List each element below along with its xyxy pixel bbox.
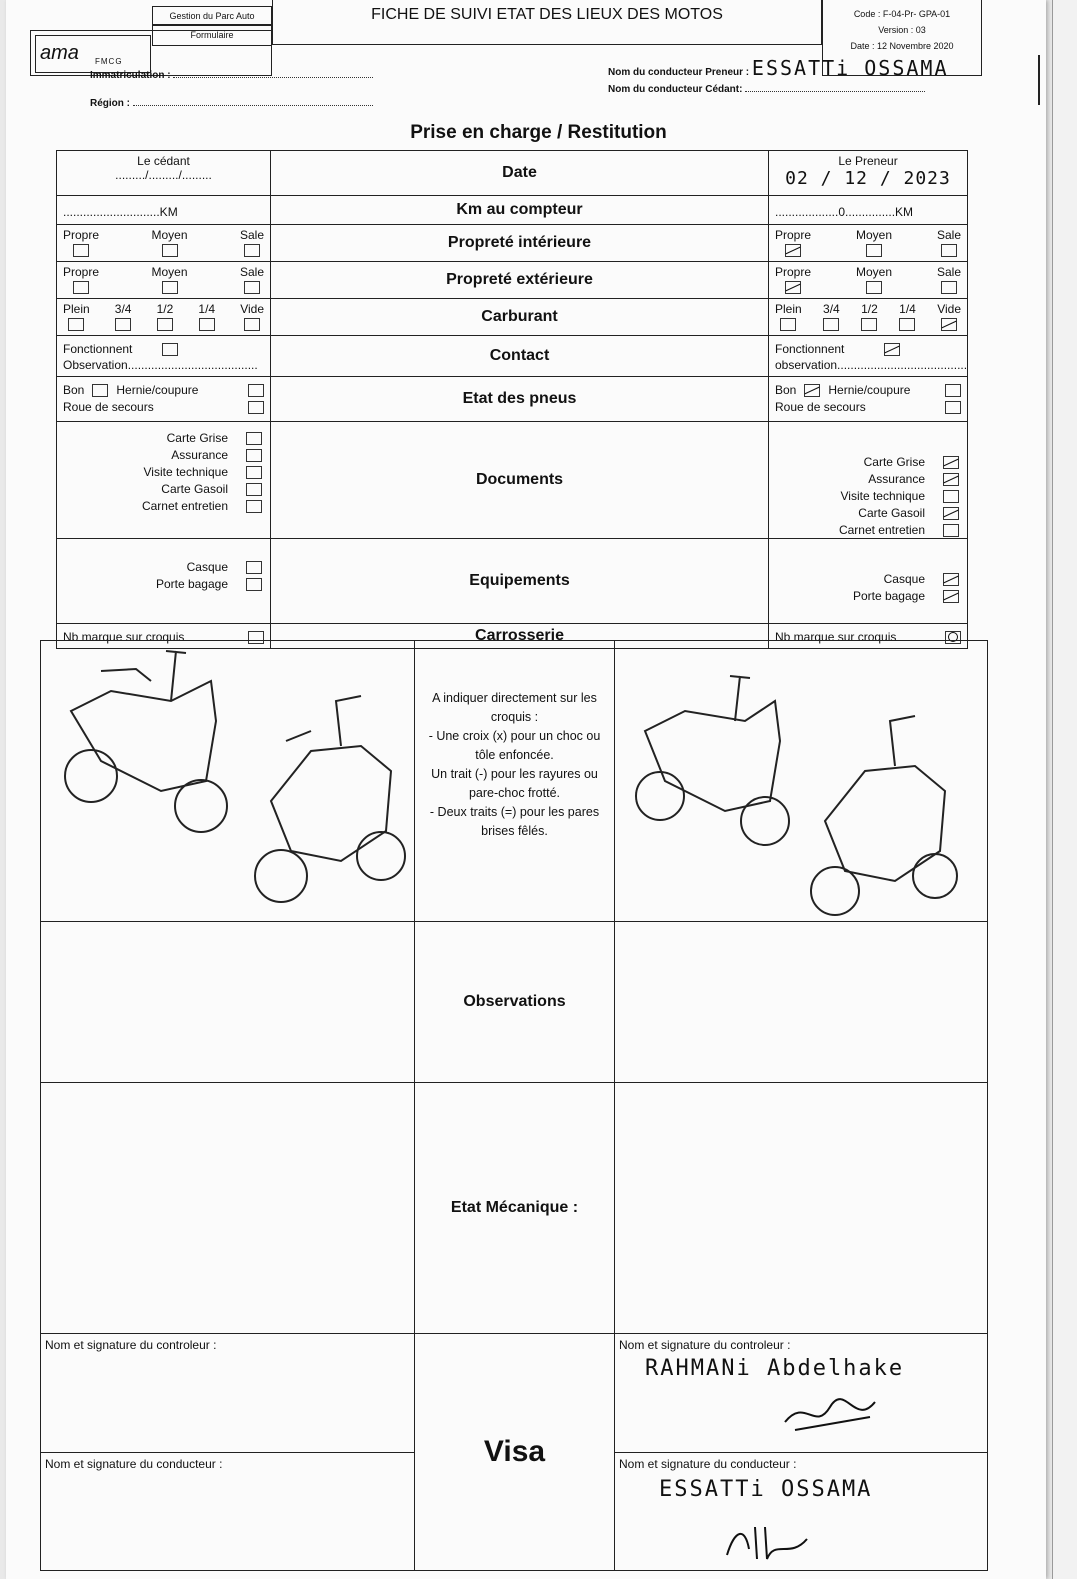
signature-label: Nom et signature du controleur : <box>619 1338 791 1352</box>
signature-label: Nom et signature du conducteur : <box>45 1457 223 1471</box>
controleur-handwritten-name: RAHMANi Abdelhake <box>645 1356 905 1381</box>
document-item[interactable] <box>97 481 262 496</box>
checkbox[interactable] <box>899 318 915 331</box>
option-label: Nb marque sur croquis <box>775 629 897 644</box>
controleur-signature-right[interactable] <box>615 1334 987 1453</box>
option-moyen[interactable] <box>856 265 892 294</box>
km-label: Km au compteur <box>271 196 769 224</box>
option-label: Moyen <box>855 265 893 279</box>
page-bracket <box>1032 55 1040 105</box>
preneur-date: 02 / 12 / 2023 <box>785 168 951 189</box>
document-item[interactable] <box>97 498 262 513</box>
document-title: FICHE DE SUIVI ETAT DES LIEUX DES MOTOS <box>371 6 723 23</box>
preneur-documents-cell <box>769 422 967 538</box>
option-label: Roue de secours <box>775 399 866 414</box>
option-label: Moyen <box>151 228 188 242</box>
preneur-pneus-cell <box>769 377 967 421</box>
immatriculation-field[interactable] <box>90 70 373 81</box>
table-row <box>57 262 967 299</box>
option-label: Plein <box>63 302 90 316</box>
option-label: 3/4 <box>114 302 132 316</box>
signatures-row <box>41 1334 987 1570</box>
document-date: Date : 12 Novembre 2020 <box>850 41 954 51</box>
checkbox[interactable] <box>73 281 89 294</box>
scooter-sketch-icon <box>41 641 413 919</box>
conducteur-signature-icon <box>715 1519 815 1565</box>
checkbox[interactable] <box>162 244 178 257</box>
document-item[interactable] <box>809 505 959 520</box>
preneur-title: Le Preneur <box>838 154 898 168</box>
checkbox[interactable] <box>866 244 882 257</box>
option-label: Moyen <box>151 265 188 279</box>
checkbox[interactable] <box>244 318 260 331</box>
preneur-observation[interactable]: observation....................................... <box>775 358 968 372</box>
option-label: Carnet entretien <box>838 522 925 537</box>
region-field[interactable] <box>90 98 373 109</box>
option-label: Roue de secours <box>63 399 154 414</box>
document-version: Version : 03 <box>878 25 926 35</box>
option-label: Carte Grise <box>863 454 925 469</box>
document-item[interactable] <box>809 488 959 503</box>
checkbox[interactable] <box>68 318 84 331</box>
immatriculation-label: Immatriculation : <box>90 70 171 81</box>
document-item[interactable] <box>809 454 959 469</box>
option-sale[interactable] <box>240 228 264 257</box>
instruction-line: - Deux traits (=) pour les pares brises fêlés. <box>429 805 600 838</box>
cedant-label: Nom du conducteur Cédant: <box>608 84 743 95</box>
cedant-km: .............................KM <box>63 205 178 219</box>
region-label: Région : <box>90 98 130 109</box>
fuel-option[interactable] <box>937 302 961 331</box>
option-label: Propre <box>63 265 100 279</box>
conducteur-signature-left[interactable] <box>41 1453 414 1570</box>
cedant-date-cell[interactable] <box>57 151 271 195</box>
carrosserie-label: Carrosserie <box>271 624 769 648</box>
checkbox[interactable] <box>246 500 262 513</box>
checkbox[interactable] <box>246 578 262 591</box>
checkbox[interactable] <box>246 432 262 445</box>
title-frame <box>272 0 822 45</box>
checkbox-checked[interactable] <box>943 590 959 603</box>
cedant-pneus-cell <box>57 377 271 421</box>
instruction-line: - Une croix (x) pour un choc ou tôle enfoncée. <box>428 729 601 762</box>
signature-label: Nom et signature du conducteur : <box>619 1457 797 1471</box>
fonctionnement-option[interactable] <box>775 341 961 356</box>
cedant-field[interactable] <box>608 84 925 95</box>
table-row <box>57 336 967 377</box>
option-moyen[interactable] <box>151 265 187 294</box>
preneur-label: Nom du conducteur Preneur : <box>608 67 750 78</box>
checkbox[interactable] <box>162 343 178 356</box>
option-label: 1/2 <box>861 302 878 316</box>
document-code: Code : F-04-Pr- GPA-01 <box>853 9 951 19</box>
signature-label: Nom et signature du controleur : <box>45 1338 217 1352</box>
checkbox[interactable] <box>162 281 178 294</box>
checkbox[interactable] <box>246 449 262 462</box>
option-label: Fonctionnent <box>775 341 845 356</box>
instructions-cell <box>415 641 615 921</box>
option-label: Sale <box>936 265 961 279</box>
option-propre[interactable] <box>775 228 811 257</box>
option-label: 3/4 <box>823 302 840 316</box>
option-label: Sale <box>239 265 264 279</box>
cedant-mecanique-cell[interactable] <box>41 1083 415 1333</box>
sketch-row <box>41 641 987 922</box>
prop-int-label: Propreté intérieure <box>271 225 769 261</box>
checkbox[interactable] <box>941 281 957 294</box>
checkbox[interactable] <box>823 318 839 331</box>
fuel-option[interactable] <box>899 302 916 331</box>
option-sale[interactable] <box>937 265 961 294</box>
checkbox[interactable] <box>861 318 877 331</box>
checkbox[interactable] <box>941 244 957 257</box>
preneur-name: ESSATTi OSSAMA <box>751 56 949 80</box>
checkbox[interactable] <box>943 524 959 537</box>
option-label: Sale <box>936 228 961 242</box>
checkbox[interactable] <box>248 384 264 397</box>
documents-label: Documents <box>271 422 769 538</box>
date-label: Date <box>271 151 769 195</box>
checkbox[interactable] <box>246 561 262 574</box>
preneur-observations-cell[interactable] <box>615 922 987 1082</box>
fonctionnement-option[interactable] <box>63 341 264 356</box>
checkbox-checked[interactable] <box>884 343 900 356</box>
equipment-item[interactable] <box>97 576 262 591</box>
cedant-equipements-cell <box>57 539 271 623</box>
option-label: 1/4 <box>899 302 916 316</box>
checkbox-checked[interactable] <box>943 456 959 469</box>
option-label: 1/2 <box>156 302 174 316</box>
lower-grid <box>40 640 988 1571</box>
checkbox[interactable] <box>945 384 961 397</box>
option-label: Vide <box>937 302 961 316</box>
cedant-sketch-cell[interactable] <box>41 641 415 921</box>
fuel-option[interactable] <box>198 302 215 331</box>
preneur-field[interactable] <box>608 56 948 80</box>
checkbox-checked[interactable] <box>785 281 801 294</box>
conducteur-handwritten-name: ESSATTi OSSAMA <box>659 1477 873 1502</box>
checkbox-checked[interactable] <box>785 244 801 257</box>
document-item[interactable] <box>97 464 262 479</box>
preneur-contact-cell <box>769 336 967 376</box>
checkbox[interactable] <box>244 281 260 294</box>
option-label: Porte bagage <box>155 576 228 591</box>
fuel-option[interactable] <box>157 302 174 331</box>
checkbox[interactable] <box>943 490 959 503</box>
equipements-label: Equipements <box>271 539 769 623</box>
carburant-label: Carburant <box>271 299 769 335</box>
controleur-signature-left[interactable] <box>41 1334 414 1453</box>
section-title: Prise en charge / Restitution <box>410 122 667 143</box>
checkbox-checked[interactable] <box>943 507 959 520</box>
option-moyen[interactable] <box>151 228 187 257</box>
checkbox[interactable] <box>246 466 262 479</box>
fuel-option[interactable] <box>240 302 264 331</box>
mecanique-row <box>41 1083 987 1334</box>
table-row <box>57 299 967 336</box>
cedant-title: Le cédant <box>137 154 190 168</box>
option-label: Hernie/coupure <box>828 382 911 397</box>
prop-ext-label: Propreté extérieure <box>271 262 769 298</box>
option-label: Propre <box>63 228 100 242</box>
logo-text: ama <box>40 42 79 64</box>
preneur-sketch-cell[interactable] <box>615 641 987 921</box>
option-label: Carte Grise <box>166 430 228 445</box>
option-label: Visite technique <box>840 488 925 503</box>
checkbox-checked[interactable] <box>941 318 957 331</box>
fuel-option[interactable] <box>823 302 840 331</box>
checkbox-checked[interactable] <box>943 473 959 486</box>
option-label: Carte Gasoil <box>161 481 228 496</box>
preneur-prop-int-cell <box>769 225 967 261</box>
controleur-signature-icon <box>775 1392 885 1436</box>
option-label: Visite technique <box>143 464 228 479</box>
mecanique-label: Etat Mécanique : <box>415 1083 615 1333</box>
checkbox[interactable] <box>115 318 131 331</box>
option-label: Bon <box>775 382 797 397</box>
option-label: Carnet entretien <box>141 498 228 513</box>
table-row <box>57 151 967 196</box>
company-logo <box>35 35 151 73</box>
observations-row <box>41 922 987 1083</box>
preneur-date-cell[interactable] <box>769 151 967 195</box>
inspection-table <box>56 150 968 649</box>
option-label: Propre <box>775 228 812 242</box>
logo-subtext: FMCG <box>95 57 123 66</box>
option-label: Assurance <box>868 471 925 486</box>
option-label: 1/4 <box>198 302 216 316</box>
cedant-observations-cell[interactable] <box>41 922 415 1082</box>
equipment-item[interactable] <box>809 571 959 586</box>
checkbox-checked[interactable] <box>943 573 959 586</box>
option-label: Nb marque sur croquis <box>63 629 185 644</box>
checkbox[interactable] <box>199 318 215 331</box>
option-propre[interactable] <box>63 228 99 257</box>
checkbox[interactable] <box>780 318 796 331</box>
option-label: Porte bagage <box>852 588 925 603</box>
cedant-contact-cell <box>57 336 271 376</box>
checkbox[interactable] <box>92 384 108 397</box>
scooter-sketch-icon <box>615 641 983 919</box>
option-label: Propre <box>775 265 812 279</box>
table-row <box>57 196 967 225</box>
document-item[interactable] <box>97 447 262 462</box>
option-moyen[interactable] <box>856 228 892 257</box>
option-label: Moyen <box>855 228 893 242</box>
option-label: Hernie/coupure <box>116 382 199 397</box>
department-label: Gestion du Parc Auto <box>152 6 272 26</box>
cedant-prop-int-cell <box>57 225 271 261</box>
cedant-prop-ext-cell <box>57 262 271 298</box>
cedant-date: ........./........./......... <box>115 168 212 182</box>
document-item[interactable] <box>809 471 959 486</box>
document-item[interactable] <box>809 522 959 537</box>
checkbox[interactable] <box>248 401 264 414</box>
option-sale[interactable] <box>240 265 264 294</box>
checkbox-checked[interactable] <box>804 384 820 397</box>
option-label: Casque <box>883 571 925 586</box>
cedant-km-cell[interactable] <box>57 196 271 224</box>
pneus-label: Etat des pneus <box>271 377 769 421</box>
option-label: Carte Gasoil <box>858 505 925 520</box>
preneur-fuel-cell <box>769 299 967 335</box>
visa-label: Visa <box>415 1334 615 1570</box>
checkbox[interactable] <box>244 244 260 257</box>
form-type-label: Formulaire <box>152 24 272 46</box>
next-page-edge <box>1052 0 1077 1579</box>
table-row <box>57 225 967 262</box>
preneur-mecanique-cell[interactable] <box>615 1083 987 1333</box>
left-signatures-cell <box>41 1334 415 1570</box>
equipment-item[interactable] <box>809 588 959 603</box>
option-label: Sale <box>239 228 264 242</box>
table-row <box>57 422 967 539</box>
option-label: Assurance <box>171 447 228 462</box>
cedant-fuel-cell <box>57 299 271 335</box>
checkbox[interactable] <box>157 318 173 331</box>
preneur-km-cell[interactable] <box>769 196 967 224</box>
table-row <box>57 377 967 422</box>
checkbox[interactable] <box>73 244 89 257</box>
conducteur-signature-right[interactable] <box>615 1453 987 1570</box>
option-label: Casque <box>186 559 228 574</box>
option-sale[interactable] <box>937 228 961 257</box>
observations-label: Observations <box>415 922 615 1082</box>
checkbox[interactable] <box>866 281 882 294</box>
option-label: Vide <box>240 302 264 316</box>
option-label: Fonctionnent <box>63 341 133 356</box>
equipment-item[interactable] <box>97 559 262 574</box>
preneur-prop-ext-cell <box>769 262 967 298</box>
fuel-option[interactable] <box>63 302 90 331</box>
option-propre[interactable] <box>775 265 811 294</box>
preneur-equipements-cell <box>769 539 967 623</box>
instruction-line: Un trait (-) pour les rayures ou pare-choc frotté. <box>431 767 598 800</box>
cedant-observation[interactable]: Observation....................................... <box>63 358 258 372</box>
table-row <box>57 539 967 624</box>
preneur-km: ...................0...............KM <box>775 205 914 219</box>
checkbox[interactable] <box>246 483 262 496</box>
option-label: Bon <box>63 382 85 397</box>
option-label: Plein <box>775 302 802 316</box>
right-signatures-cell <box>615 1334 987 1570</box>
fuel-option[interactable] <box>115 302 132 331</box>
fuel-option[interactable] <box>861 302 878 331</box>
fuel-option[interactable] <box>775 302 802 331</box>
checkbox[interactable] <box>945 401 961 414</box>
contact-label: Contact <box>271 336 769 376</box>
document-item[interactable] <box>97 430 262 445</box>
instruction-line: A indiquer directement sur les croquis : <box>432 691 597 724</box>
option-propre[interactable] <box>63 265 99 294</box>
cedant-documents-cell <box>57 422 271 538</box>
